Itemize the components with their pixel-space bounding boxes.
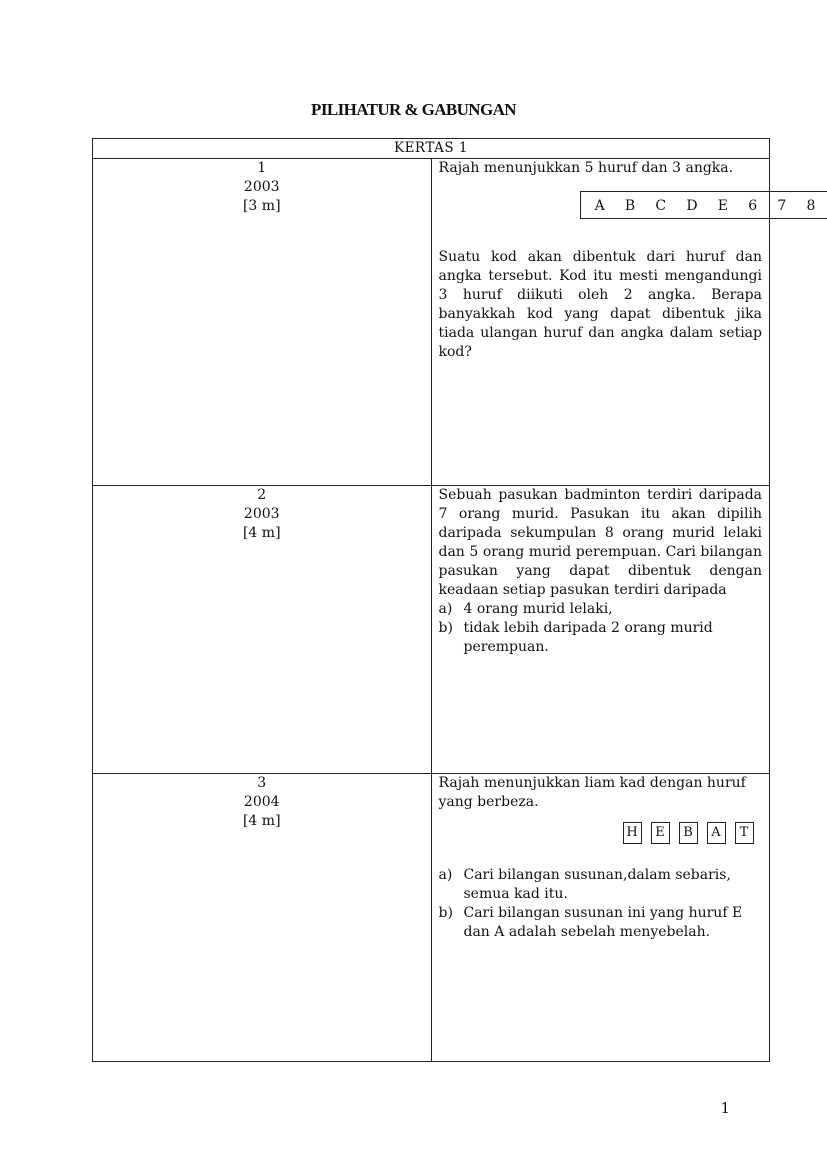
question-marks: [4 m] (242, 813, 281, 829)
part-label: b) (438, 620, 453, 636)
question-meta-1 (93, 159, 432, 486)
letter-card: A (707, 822, 726, 844)
question-body-2 (431, 486, 770, 774)
question-year: 2004 (243, 794, 280, 810)
question-text: Sebuah pasukan badminton terdiri daripada 7 orang murid. Pasukan itu akan dipilih daripada sekumpulan 8 orang murid lelaki dan 5 orang murid perempuan. Cari bilangan pasukan yang dapat dibentuk dengan keadaan setiap pasukan terdiri daripada (438, 487, 762, 598)
part-text: Cari bilangan susunan ini yang huruf E dan A adalah sebelah menyebelah. (463, 905, 743, 940)
question-part-a (439, 600, 763, 619)
symbol: 8 (806, 198, 816, 214)
part-label: a) (438, 601, 453, 617)
question-row-3 (93, 774, 770, 1062)
symbol: E (717, 198, 729, 214)
letter-card: T (735, 822, 754, 844)
question-body-1 (431, 159, 816, 486)
question-number: 1 (257, 160, 267, 176)
page-title: PILIHATUR & GABUNGAN (311, 100, 516, 119)
paper-heading: KERTAS 1 (93, 139, 770, 159)
question-row-2 (93, 486, 770, 774)
question-year: 2003 (243, 506, 280, 522)
symbol: A (594, 198, 605, 214)
part-label: b) (438, 905, 453, 921)
part-text: 4 orang murid lelaki, (463, 601, 613, 617)
question-text: Suatu kod akan dibentuk dari huruf dan angka tersebut. Kod itu mesti mengandungi 3 huruf diikuti oleh 2 angka. Berapa banyakkah kod yang dapat dibentuk jika tiada ulangan huruf dan angka dalam setiap kod? (438, 249, 762, 360)
question-table (92, 138, 816, 1062)
letter-card: B (679, 822, 698, 844)
question-year: 2003 (243, 179, 280, 195)
symbol: 6 (748, 198, 758, 214)
question-part-b (439, 904, 763, 942)
letter-card: H (623, 822, 642, 844)
symbol: 7 (777, 198, 787, 214)
question-number: 2 (257, 487, 267, 503)
symbol: C (655, 198, 667, 214)
question-marks: [3 m] (242, 198, 281, 214)
card-row (623, 822, 763, 844)
question-row-1 (93, 159, 770, 486)
page-number: 1 (720, 1099, 730, 1117)
part-text: tidak lebih daripada 2 orang murid perempuan. (463, 620, 713, 655)
question-part-b (439, 619, 763, 657)
question-meta-3 (93, 774, 432, 1062)
question-marks: [4 m] (242, 525, 281, 541)
question-intro: Rajah menunjukkan 5 huruf dan 3 angka. (438, 160, 734, 176)
letter-card: E (651, 822, 670, 844)
symbol: D (686, 198, 698, 214)
symbol-box (580, 191, 827, 219)
part-text: Cari bilangan susunan,dalam sebaris, semua kad itu. (463, 867, 731, 902)
question-meta-2 (93, 486, 432, 774)
question-number: 3 (257, 775, 267, 791)
question-body-3 (431, 774, 770, 1062)
part-label: a) (438, 867, 453, 883)
question-part-a (439, 866, 763, 904)
question-intro: Rajah menunjukkan liam kad dengan huruf yang berbeza. (438, 775, 746, 810)
symbol: B (624, 198, 636, 214)
